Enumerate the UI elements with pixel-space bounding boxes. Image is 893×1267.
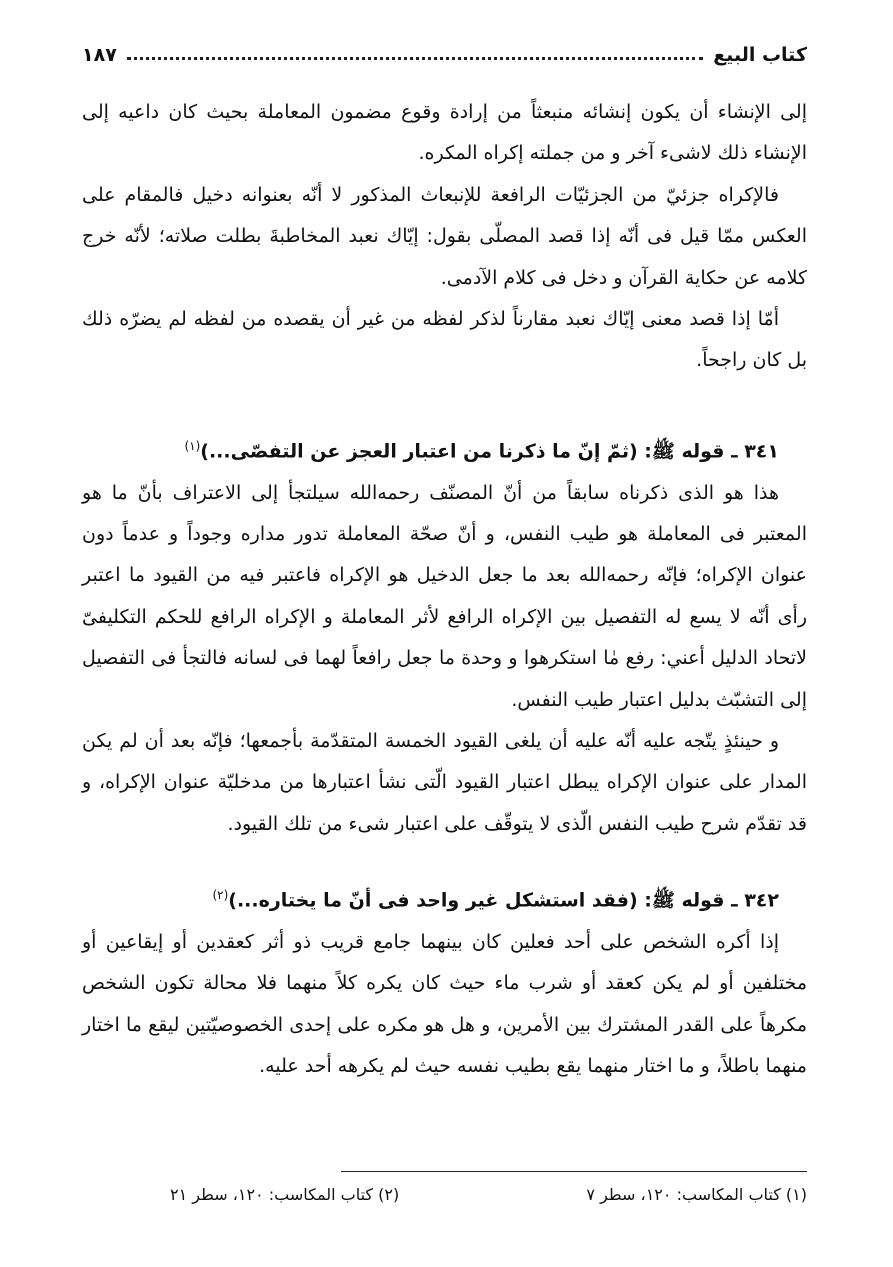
paragraph: هذا هو الذى ذكرناه سابقاً من أنّ المصنّف رحمه‌الله سيلتجأ إلى الاعتراف بأنّ ما هو المعتبر فى المعاملة هو طيب النفس، و أنّ صحّة المعاملة تدور مداره وجوداً و عدماً دون عنوان الإكراه؛ فإنّه رحمه‌الله بعد ما جعل الدخيل هو الإكراه فاعتبر فيه من القيود ما اعتبر رأى أنّه لا يسع له التفصيل بين الإكراه الرافع لأثر المعاملة و الإكراه الرافع للحكم التكليفىّ لاتحاد الدليل أعني: رفع مٰا استكرهوا و وحدة ما جعل رافعاً لهما فى لسانه فالتجأ فى التفصيل إلى التشبّث بدليل اعتبار طيب النفس. xyxy=(82,481,807,711)
section-gap xyxy=(82,845,807,875)
heading-text: ٣٤٢ ـ قوله ﷺ: (فقد استشكل غير واحد فى أنّ ما يختاره...) xyxy=(228,889,779,912)
page-number: ١٨٧ xyxy=(82,44,117,66)
footnotes xyxy=(170,1183,807,1207)
main-text xyxy=(82,92,807,1088)
footnote-2: (٢) كتاب المكاسب: ١٢٠، سطر ٢١ xyxy=(170,1185,400,1204)
footnote-ref: (٢) xyxy=(212,888,229,903)
paragraph: إذا أكره الشخص على أحد فعلين كان بينهما جامع قريب ذو أثر كعقدين أو إيقاعين أو مختلفين أو لم يكن كعقد أو شرب ماء حيث كان يكره كلاً منهما فلا محالة تكون الشخص مكرهاً على القدر المشترك بين الأمرين، و هل هو مكره على إحدى الخصوصيّتين ليقع ما اختار منهما باطلاً، و ما اختار منهما يقع بطيب نفسه حيث لم يكرهه أحد عليه. xyxy=(82,930,807,1078)
book-title: كتاب البيع xyxy=(713,44,807,66)
header-leader-dots xyxy=(127,57,703,60)
running-header xyxy=(82,32,807,66)
paragraph: أمّا إذا قصد معنى إيّاك نعبد مقارناً لذكر لفظه من غير أن يقصده من لفظه لم يضرّه ذلك بل كان راجحاً. xyxy=(82,308,807,372)
heading-text: ٣٤١ ـ قوله ﷺ: (ثمّ إنّ ما ذكرنا من اعتبار العجز عن التفصّى...) xyxy=(200,440,779,463)
section-heading-341 xyxy=(82,426,807,473)
paragraph: إلى الإنشاء أن يكون إنشائه منبعثاً من إرادة وقوع مضمون المعاملة بحيث كان داعيه إلى الإنشاء ذلك لاشىء آخر و من جملته إكراه المكره. xyxy=(82,101,807,165)
paragraph: و حينئذٍ يتّجه عليه أنّه عليه أن يلغى القيود الخمسة المتقدّمة بأجمعها؛ فإنّه بعد أن لم يكن المدار على عنوان الإكراه يبطل اعتبار القيود الّتى نشأ اعتبارها من مدخليّة عنوان الإكراه، و قد تقدّم شرح طيب النفس الّذى لا يتوقّف على اعتبار شىء من تلك القيود. xyxy=(82,730,807,835)
footnote-ref: (١) xyxy=(184,438,201,453)
section-heading-342 xyxy=(82,875,807,922)
footnote-1: (١) كتاب المكاسب: ١٢٠، سطر ٧ xyxy=(586,1185,807,1204)
paragraph: فالإكراه جزئيّ من الجزئيّات الرافعة للإنبعاث المذكور لا أنّه بعنوانه دخيل فالمقام على العكس ممّا قيل فى أنّه إذا قصد المصلّى بقول: إيّاك نعبد المخاطبةَ بطلت صلاته؛ لأنّه خرج كلامه عن حكاية القرآن و دخل فى كلام الآدمى. xyxy=(82,183,807,289)
footnote-separator xyxy=(341,1171,807,1172)
section-gap xyxy=(82,382,807,426)
